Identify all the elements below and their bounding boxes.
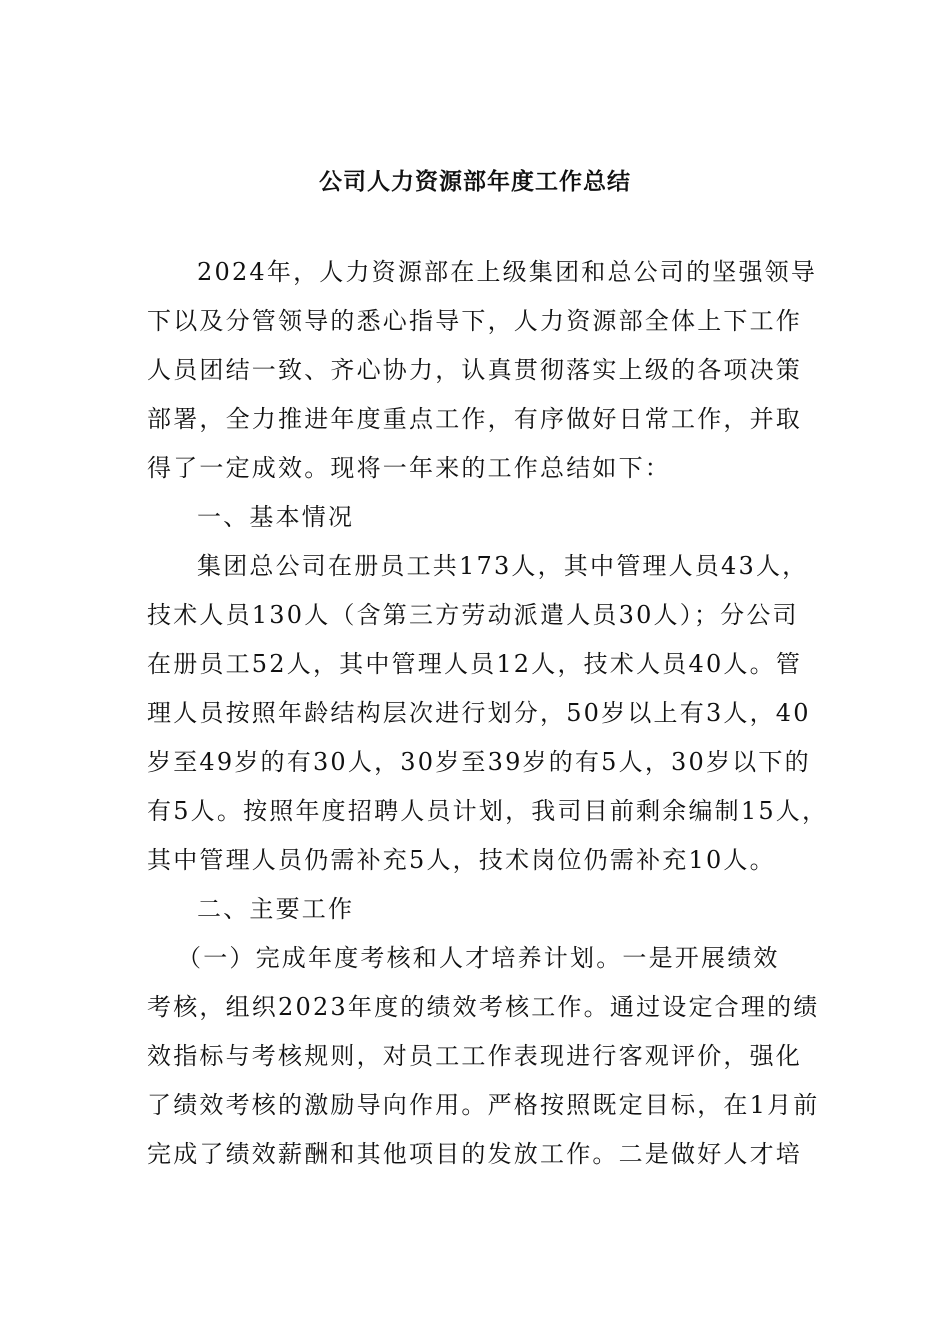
document-body: [147, 248, 829, 1179]
paragraph-line: 技术人员130人（含第三方劳动派遣人员30人）；分公司: [147, 601, 799, 629]
paragraph-line: 岁至49岁的有30人，30岁至39岁的有5人，30岁以下的: [147, 748, 811, 776]
paragraph-line: 理人员按照年龄结构层次进行划分，50岁以上有3人，40: [147, 699, 811, 727]
section-heading: 二、主要工作: [197, 895, 355, 923]
section-heading: 一、基本情况: [197, 503, 355, 531]
paragraph-line: 了绩效考核的激励导向作用。严格按照既定目标，在1月前: [147, 1091, 820, 1119]
paragraph-line: 效指标与考核规则，对员工工作表现进行客观评价，强化: [147, 1042, 802, 1070]
paragraph-line: 其中管理人员仍需补充5人，技术岗位仍需补充10人。: [147, 846, 776, 874]
paragraph-line: （一）完成年度考核和人才培养计划。一是开展绩效: [177, 944, 780, 972]
paragraph-line: 有5人。按照年度招聘人员计划，我司目前剩余编制15人，: [147, 797, 829, 825]
paragraph-line: 人员团结一致、齐心协力，认真贯彻落实上级的各项决策: [147, 356, 802, 384]
document-title: 公司人力资源部年度工作总结: [319, 168, 631, 195]
paragraph-line: 得了一定成效。现将一年来的工作总结如下：: [147, 454, 671, 482]
paragraph-line: 完成了绩效薪酬和其他项目的发放工作。二是做好人才培: [147, 1140, 802, 1168]
paragraph-line: 考核，组织2023年度的绩效考核工作。通过设定合理的绩: [147, 993, 820, 1021]
paragraph-line: 下以及分管领导的悉心指导下，人力资源部全体上下工作: [147, 307, 802, 335]
paragraph-line: 在册员工52人，其中管理人员12人，技术人员40人。管: [147, 650, 803, 678]
paragraph-line: 集团总公司在册员工共173人，其中管理人员43人，: [197, 552, 809, 580]
paragraph-line: 部署，全力推进年度重点工作，有序做好日常工作，并取: [147, 405, 802, 433]
paragraph-line: 2024年，人力资源部在上级集团和总公司的坚强领导: [197, 258, 818, 286]
